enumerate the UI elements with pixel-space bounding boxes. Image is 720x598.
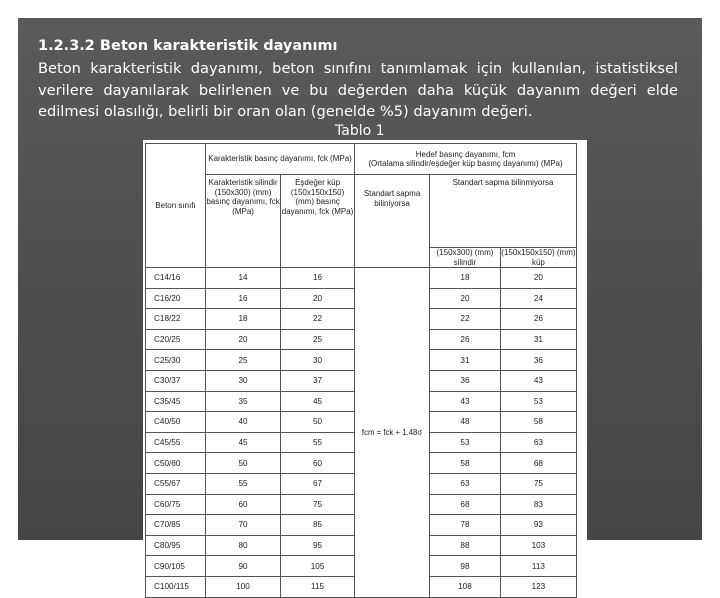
- concrete-class-cell: C100/115: [146, 576, 206, 597]
- cylinder-strength-cell: 16: [206, 288, 281, 309]
- concrete-class-cell: C40/50: [146, 412, 206, 433]
- concrete-class-cell: C30/37: [146, 370, 206, 391]
- cylinder-strength-cell: 45: [206, 432, 281, 453]
- target-cylinder-cell: 78: [430, 515, 501, 536]
- target-cube-cell: 83: [500, 494, 576, 515]
- cylinder-strength-cell: 60: [206, 494, 281, 515]
- target-cylinder-cell: 43: [430, 391, 501, 412]
- concrete-class-cell: C16/20: [146, 288, 206, 309]
- cube-strength-cell: 25: [281, 329, 355, 350]
- target-cube-cell: 20: [500, 268, 576, 289]
- target-cylinder-cell: 26: [430, 329, 501, 350]
- cylinder-strength-cell: 18: [206, 309, 281, 330]
- concrete-class-cell: C60/75: [146, 494, 206, 515]
- cube-strength-cell: 85: [281, 515, 355, 536]
- concrete-class-cell: C90/105: [146, 556, 206, 577]
- cube-strength-cell: 95: [281, 535, 355, 556]
- target-cylinder-cell: 58: [430, 453, 501, 474]
- target-cylinder-cell: 31: [430, 350, 501, 371]
- cylinder-strength-cell: 14: [206, 268, 281, 289]
- cylinder-strength-cell: 90: [206, 556, 281, 577]
- header-target-line2: (Ortalama silindir/eşdeğer küp basınç dayanımı) (MPa): [368, 159, 563, 168]
- cylinder-strength-cell: 25: [206, 350, 281, 371]
- target-cylinder-cell: 22: [430, 309, 501, 330]
- target-cylinder-cell: 18: [430, 268, 501, 289]
- header-cylinder-strength: Karakteristik silindir (150x300) (mm) basınç dayanımı, fck (MPa): [206, 175, 281, 268]
- header-std-unknown: Standart sapma bilinmiyorsa: [430, 175, 577, 248]
- header-unknown-cylinder: (150x300) (mm) silindir: [430, 248, 501, 268]
- concrete-class-cell: C25/30: [146, 350, 206, 371]
- cylinder-strength-cell: 30: [206, 370, 281, 391]
- cylinder-strength-cell: 100: [206, 576, 281, 597]
- table-caption: Tablo 1: [335, 123, 385, 139]
- cube-strength-cell: 115: [281, 576, 355, 597]
- concrete-class-table: [145, 143, 577, 598]
- cube-strength-cell: 75: [281, 494, 355, 515]
- cube-strength-cell: 67: [281, 473, 355, 494]
- header-unknown-cube: (150x150x150) (mm) küp: [501, 248, 576, 267]
- cube-strength-cell: 16: [281, 268, 355, 289]
- header-target-group: [355, 144, 577, 175]
- target-cylinder-cell: 53: [430, 432, 501, 453]
- target-cylinder-cell: 68: [430, 494, 501, 515]
- slide-background: [18, 18, 702, 592]
- header-cube-strength: Eşdeğer küp (150x150x150) (mm) basınç dayanımı, fck (MPa): [281, 175, 355, 268]
- cube-strength-cell: 105: [281, 556, 355, 577]
- concrete-class-cell: C20/25: [146, 329, 206, 350]
- cube-strength-cell: 30: [281, 350, 355, 371]
- target-formula-cell: fcm = fck + 1.48σ: [355, 268, 430, 598]
- cylinder-strength-cell: 35: [206, 391, 281, 412]
- cube-strength-cell: 45: [281, 391, 355, 412]
- cube-strength-cell: 60: [281, 453, 355, 474]
- definition-paragraph: Beton karakteristik dayanımı, beton sınıfını tanımlamak için kullanılan, istatistiksel verilere dayanılarak belirlenen ve bu değerden daha küçük dayanım değeri elde edilmesi olasılığı, belirli bir oran olan (genelde %5) dayanım değeri.: [38, 60, 678, 120]
- header-target-line1: Hedef basınç dayanımı, fcm: [415, 149, 516, 159]
- concrete-class-cell: C80/95: [146, 535, 206, 556]
- target-cube-cell: 24: [500, 288, 576, 309]
- target-cube-cell: 113: [500, 556, 576, 577]
- target-cylinder-cell: 63: [430, 473, 501, 494]
- concrete-class-cell: C50/60: [146, 453, 206, 474]
- concrete-class-cell: C45/55: [146, 432, 206, 453]
- concrete-class-cell: C70/85: [146, 515, 206, 536]
- cube-strength-cell: 50: [281, 412, 355, 433]
- cube-strength-cell: 55: [281, 432, 355, 453]
- target-cube-cell: 103: [500, 535, 576, 556]
- target-cylinder-cell: 36: [430, 370, 501, 391]
- cylinder-strength-cell: 70: [206, 515, 281, 536]
- target-cube-cell: 53: [500, 391, 576, 412]
- cylinder-strength-cell: 20: [206, 329, 281, 350]
- cube-strength-cell: 37: [281, 370, 355, 391]
- target-cube-cell: 31: [500, 329, 576, 350]
- target-cylinder-cell: 98: [430, 556, 501, 577]
- concrete-class-table-image: [143, 140, 587, 592]
- cylinder-strength-cell: 50: [206, 453, 281, 474]
- cylinder-strength-cell: 55: [206, 473, 281, 494]
- target-cube-cell: 36: [500, 350, 576, 371]
- cube-strength-cell: 22: [281, 309, 355, 330]
- cube-strength-cell: 20: [281, 288, 355, 309]
- target-cube-cell: 68: [500, 453, 576, 474]
- table-row: [146, 268, 577, 289]
- target-cube-cell: 58: [500, 412, 576, 433]
- header-concrete-class: Beton sınıfı: [146, 144, 206, 268]
- target-cube-cell: 123: [500, 576, 576, 597]
- header-std-known: Standart sapma biliniyorsa: [355, 175, 430, 268]
- table-body: [146, 268, 577, 598]
- target-cylinder-cell: 20: [430, 288, 501, 309]
- target-cube-cell: 43: [500, 370, 576, 391]
- target-cylinder-cell: 108: [430, 576, 501, 597]
- concrete-class-cell: C55/67: [146, 473, 206, 494]
- cylinder-strength-cell: 40: [206, 412, 281, 433]
- target-cube-cell: 26: [500, 309, 576, 330]
- target-cylinder-cell: 48: [430, 412, 501, 433]
- cylinder-strength-cell: 80: [206, 535, 281, 556]
- concrete-class-cell: C14/16: [146, 268, 206, 289]
- concrete-class-cell: C18/22: [146, 309, 206, 330]
- section-heading: 1.2.3.2 Beton karakteristik dayanımı: [38, 38, 338, 54]
- target-cube-cell: 93: [500, 515, 576, 536]
- header-characteristic-group: Karakteristik basınç dayanımı, fck (MPa): [206, 144, 355, 175]
- target-cylinder-cell: 88: [430, 535, 501, 556]
- target-cube-cell: 75: [500, 473, 576, 494]
- concrete-class-cell: C35/45: [146, 391, 206, 412]
- target-cube-cell: 63: [500, 432, 576, 453]
